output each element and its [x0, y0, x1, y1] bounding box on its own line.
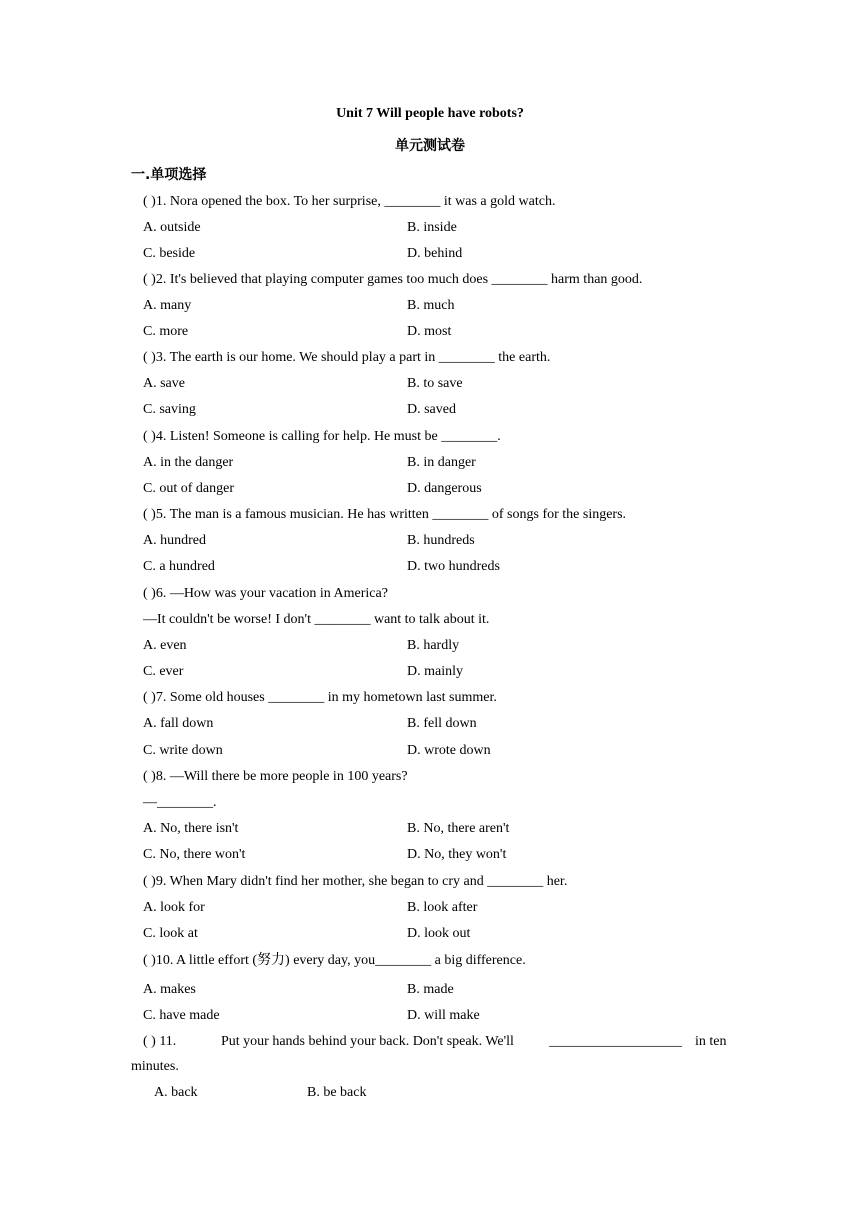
question-stem-line2: —________. — [143, 795, 217, 810]
option-a: A. many — [143, 298, 192, 313]
option-b: B. hardly — [407, 638, 460, 653]
option-c: C. No, there won't — [143, 847, 246, 862]
option-b: B. hundreds — [407, 533, 475, 548]
question-stem: ( )6. —How was your vacation in America? — [143, 586, 388, 601]
question-11-stem — [143, 1034, 731, 1050]
option-b: B. to save — [407, 376, 463, 391]
option-d: D. dangerous — [407, 481, 482, 496]
option-b: B. fell down — [407, 716, 477, 731]
option-d: D. two hundreds — [407, 559, 500, 574]
option-c: C. look at — [143, 926, 198, 941]
question-stem: ( )9. When Mary didn't find her mother, she began to cry and ________ her. — [143, 874, 568, 889]
option-a: A. even — [143, 638, 187, 653]
question-stem: ( )2. It's believed that playing computer games too much does ________ harm than good. — [143, 272, 643, 287]
question-11-text: Put your hands behind your back. Don't speak. We'll — [221, 1034, 514, 1049]
option-d: D. will make — [407, 1008, 480, 1023]
option-d: D. behind — [407, 246, 463, 261]
option-b: B. No, there aren't — [407, 821, 510, 836]
option-b: B. made — [407, 982, 454, 997]
option-c: C. have made — [143, 1008, 220, 1023]
question-stem: ( )8. —Will there be more people in 100 years? — [143, 769, 408, 784]
option-c: C. saving — [143, 402, 196, 417]
option-b: B. look after — [407, 900, 478, 915]
question-stem: ( )3. The earth is our home. We should play a part in ________ the earth. — [143, 350, 551, 365]
option-d: D. mainly — [407, 664, 463, 679]
question-stem-line2: —It couldn't be worse! I don't ________ want to talk about it. — [143, 612, 490, 627]
question-11-wrap: minutes. — [131, 1059, 179, 1074]
option-d: D. wrote down — [407, 743, 491, 758]
option-b: B. be back — [307, 1085, 367, 1100]
question-11-paren: ( ) 11. — [143, 1034, 177, 1049]
option-c: C. ever — [143, 664, 184, 679]
option-a: A. look for — [143, 900, 205, 915]
option-c: C. write down — [143, 743, 223, 758]
option-d: D. look out — [407, 926, 471, 941]
option-d: D. No, they won't — [407, 847, 507, 862]
question-stem: ( )10. A little effort (努力) every day, you________ a big difference. — [143, 953, 526, 968]
question-11-tail: in ten — [695, 1034, 727, 1049]
option-c: C. more — [143, 324, 189, 339]
question-stem: ( )4. Listen! Someone is calling for help. He must be ________. — [143, 429, 501, 444]
section-heading: 一.单项选择 — [131, 167, 207, 183]
option-a: A. save — [143, 376, 185, 391]
question-stem: ( )7. Some old houses ________ in my hometown last summer. — [143, 690, 497, 705]
option-c: C. a hundred — [143, 559, 215, 574]
option-b: B. in danger — [407, 455, 476, 470]
option-c: C. beside — [143, 246, 196, 261]
option-b: B. much — [407, 298, 455, 313]
question-stem: ( )5. The man is a famous musician. He has written ________ of songs for the singers. — [143, 507, 627, 522]
page-subtitle: 单元测试卷 — [395, 138, 465, 154]
option-a: A. makes — [143, 982, 196, 997]
option-a: A. in the danger — [143, 455, 234, 470]
option-a: A. No, there isn't — [143, 821, 239, 836]
question-11-blank: ___________________ — [549, 1034, 682, 1049]
option-d: D. saved — [407, 402, 456, 417]
page-title: Unit 7 Will people have robots? — [336, 106, 524, 121]
option-a: A. fall down — [143, 716, 214, 731]
option-a: A. hundred — [143, 533, 206, 548]
option-c: C. out of danger — [143, 481, 234, 496]
option-a: A. outside — [143, 220, 201, 235]
option-a: A. back — [154, 1085, 198, 1100]
option-d: D. most — [407, 324, 452, 339]
question-stem: ( )1. Nora opened the box. To her surprise, ________ it was a gold watch. — [143, 194, 556, 209]
option-b: B. inside — [407, 220, 457, 235]
